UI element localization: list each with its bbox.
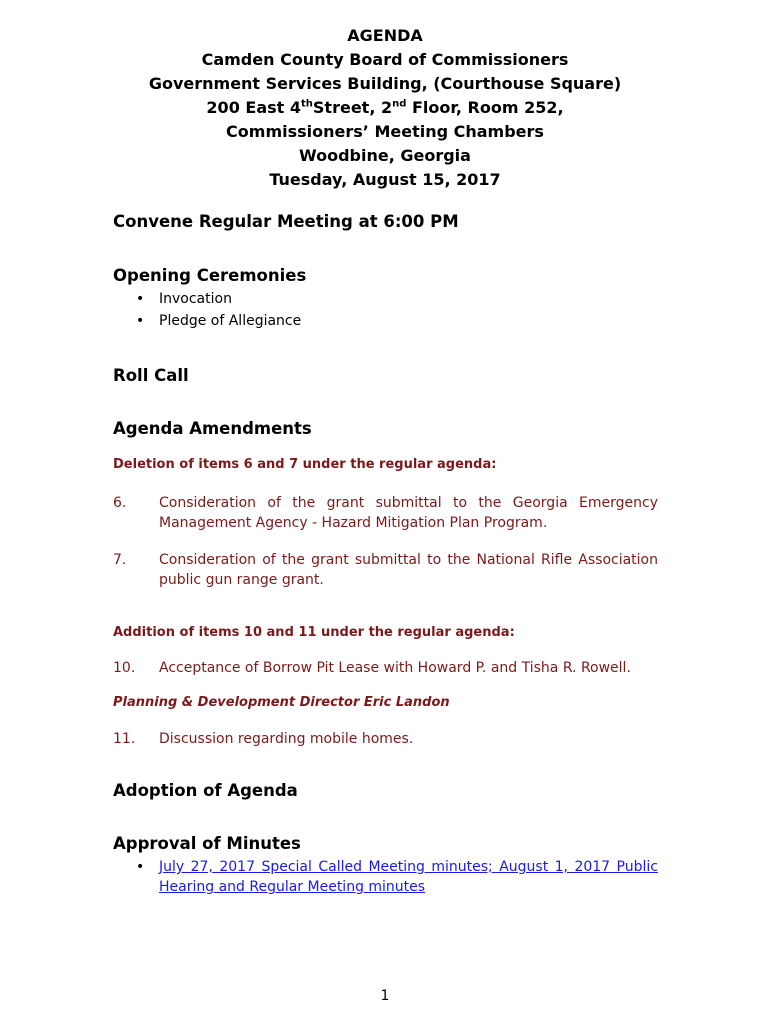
agenda-header [0,24,770,192]
item-text: Acceptance of Borrow Pit Lease with Howard P. and Tisha R. Rowell. [159,660,631,676]
agenda-item-10 [113,658,658,678]
address-part-c: Floor, Room 252, [406,98,564,117]
header-board: Camden County Board of Commissioners [201,50,569,69]
list-item: • Invocation [136,288,676,310]
section-roll-call: Roll Call [113,366,189,385]
agenda-item-7 [113,550,658,590]
address-sup-th: th [301,98,313,110]
item-number: 7. [113,552,127,568]
header-address [0,96,770,120]
deletion-note: Deletion of items 6 and 7 under the regular agenda: [113,457,497,472]
header-date: Tuesday, August 15, 2017 [269,170,501,189]
agenda-item-6 [113,493,658,533]
header-building: Government Services Building, (Courthouse Square) [148,74,622,93]
address-sup-nd: nd [392,98,407,110]
opening-list [136,288,676,332]
item-number: 6. [113,495,127,511]
item-number: 11. [113,731,136,747]
agenda-item-11 [113,729,658,749]
list-item [136,857,658,897]
section-opening-ceremonies: Opening Ceremonies [113,266,307,285]
section-convene: Convene Regular Meeting at 6:00 PM [113,212,459,231]
address-part-a: 200 East 4 [206,98,301,117]
page-number: 1 [380,988,390,1004]
item-number: 10. [113,660,136,676]
section-adoption-of-agenda: Adoption of Agenda [113,781,298,800]
item-text: Consideration of the grant submittal to the Georgia Emergency Management Agency - Hazard Mitigation Plan Program. [159,495,658,531]
section-approval-of-minutes: Approval of Minutes [113,834,301,853]
header-chambers: Commissioners’ Meeting Chambers [226,122,544,141]
item-text: Discussion regarding mobile homes. [159,731,414,747]
header-location: Woodbine, Georgia [299,146,471,165]
item-text: Consideration of the grant submittal to the National Rifle Association public gun range grant. [159,552,658,588]
address-part-b: Street, 2 [312,98,393,117]
list-item: • Pledge of Allegiance [136,310,676,332]
addition-note: Addition of items 10 and 11 under the regular agenda: [113,625,515,640]
minutes-list [136,857,658,897]
director-note: Planning & Development Director Eric Landon [113,695,450,710]
header-title: AGENDA [347,26,423,45]
minutes-link[interactable]: July 27, 2017 Special Called Meeting minutes; August 1, 2017 Public Hearing and Regular Meeting minutes [159,859,658,895]
section-agenda-amendments: Agenda Amendments [113,419,312,438]
